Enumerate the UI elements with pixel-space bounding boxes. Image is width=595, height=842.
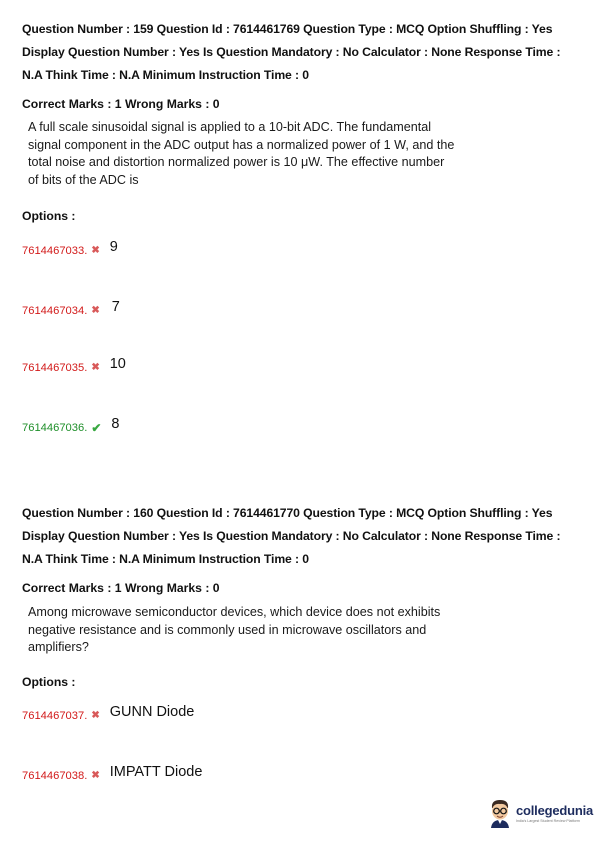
mascot-icon <box>487 798 513 828</box>
question-160-meta: Question Number : 160 Question Id : 7614461770 Question Type : MCQ Option Shuffling : Yes Display Question Number : Yes Is Question Mandatory : No Calculator : None Response Time : N.A Think Time : N.A Minimum Instruction Time : 0 <box>22 506 561 566</box>
cross-icon: ✖ <box>91 362 100 373</box>
question-159-meta: Question Number : 159 Question Id : 7614461769 Question Type : MCQ Option Shuffling : Yes Display Question Number : Yes Is Question Mandatory : No Calculator : None Response Time : N.A Think Time : N.A Minimum Instruction Time : 0 <box>22 22 561 82</box>
option-text: 10 <box>109 356 126 372</box>
option-7614467033[interactable] <box>22 239 118 259</box>
question-160-marks: Correct Marks : 1 Wrong Marks : 0 <box>22 581 220 595</box>
collegedunia-logo <box>487 798 593 828</box>
option-id: 7614467035. <box>22 362 88 374</box>
option-id: 7614467033. <box>22 245 88 257</box>
option-id: 7614467034. <box>22 305 88 317</box>
question-159-marks: Correct Marks : 1 Wrong Marks : 0 <box>22 97 220 111</box>
option-7614467034[interactable] <box>22 299 120 319</box>
brand-tagline: India's Largest Student Review Platform <box>516 819 580 823</box>
question-159-options-label: Options : <box>22 209 76 223</box>
question-160-options-label: Options : <box>22 675 76 689</box>
cross-icon: ✖ <box>91 305 100 316</box>
option-7614467037[interactable] <box>22 704 194 724</box>
option-id: 7614467036. <box>22 422 88 434</box>
question-159-text: A full scale sinusoidal signal is applied to a 10-bit ADC. The fundamental signal component in the ADC output has a normalized power of 1 W, and the total noise and distortion normalized power is 10 μW. The effective number of bits of the ADC is <box>28 120 455 187</box>
option-text: 9 <box>109 239 118 255</box>
option-text: 8 <box>111 416 120 432</box>
check-icon: ✔ <box>91 421 102 435</box>
cross-icon: ✖ <box>91 710 100 721</box>
option-7614467038[interactable] <box>22 764 202 784</box>
option-text: IMPATT Diode <box>109 764 203 780</box>
option-7614467035[interactable] <box>22 356 126 376</box>
option-id: 7614467038. <box>22 770 88 782</box>
question-160-text: Among microwave semiconductor devices, which device does not exhibits negative resistance and is commonly used in microwave oscillators and amplifiers? <box>28 605 441 654</box>
cross-icon: ✖ <box>91 770 100 781</box>
brand-name: collegedunia <box>516 803 594 818</box>
option-7614467036[interactable] <box>22 416 119 436</box>
option-text: 7 <box>111 299 120 315</box>
option-text: GUNN Diode <box>109 704 195 720</box>
option-id: 7614467037. <box>22 710 88 722</box>
cross-icon: ✖ <box>91 245 100 256</box>
